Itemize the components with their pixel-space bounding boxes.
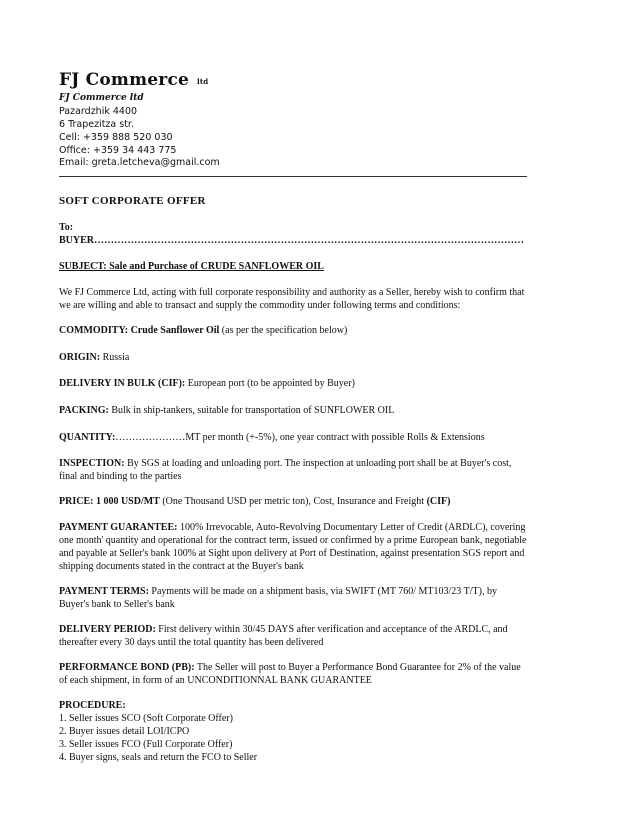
delivery-period-row: DELIVERY PERIOD: First delivery within 30/45 DAYS after verification and acceptance of the ARDLC, and — [59, 624, 508, 635]
commodity-row: COMMODITY: Crude Sanflower Oil (as per the specification below) — [59, 325, 348, 336]
subject-line: SUBJECT: Sale and Purchase of CRUDE SANFLOWER OIL — [59, 261, 324, 272]
payment-guarantee-cont: shipping documents stated in the contract at the Buyer's bank — [59, 561, 304, 572]
performance-bond-row: PERFORMANCE BOND (PB): The Seller will post to Buyer a Performance Bond Guarantee for 2% of the value — [59, 662, 521, 673]
buyer-line: BUYER………………………………………………………………………………………………………………… — [59, 235, 525, 246]
to-label: To: — [59, 222, 74, 233]
intro-line: We FJ Commerce Ltd, acting with full corporate responsibility and authority as a Seller, hereby wish to confirm that — [59, 287, 525, 298]
payment-guarantee-cont: and payable at Seller's bank 100% at Sight upon delivery at Port of Destination, against presentation SGS report and — [59, 548, 525, 559]
document-title: SOFT CORPORATE OFFER — [59, 195, 206, 207]
header-divider — [59, 176, 527, 177]
delivery-row: DELIVERY IN BULK (CIF): European port (to be appointed by Buyer) — [59, 378, 355, 389]
company-name: FJ Commerce ltd — [59, 70, 209, 90]
performance-bond-cont: of each shipment, in form of an UNCONDITIONNAL BANK GUARANTEE — [59, 675, 372, 686]
payment-guarantee-cont: one month' quantity and operational for the contract term, issued or confirmed by a prime European bank, negotiable — [59, 535, 527, 546]
price-row: PRICE: 1 000 USD/MT (One Thousand USD per metric ton), Cost, Insurance and Freight (CIF) — [59, 496, 451, 507]
procedure-step: 3. Seller issues FCO (Full Corporate Offer) — [59, 739, 233, 750]
packing-row: PACKING: Bulk in ship-tankers, suitable for transportation of SUNFLOWER OIL — [59, 405, 395, 416]
address-line: Office: +359 34 443 775 — [59, 145, 177, 156]
quantity-row: QUANTITY:…………………MT per month (+-5%), one year contract with possible Rolls & Extensions — [59, 432, 485, 443]
address-line: Pazardzhik 4400 — [59, 106, 138, 117]
payment-terms-cont: Buyer's bank to Seller's bank — [59, 599, 175, 610]
address-line: Cell: +359 888 520 030 — [59, 132, 173, 143]
procedure-step: 2. Buyer issues detail LOI/ICPO — [59, 726, 190, 737]
email-line: Email: greta.letcheva@gmail.com — [59, 157, 220, 168]
payment-terms-row: PAYMENT TERMS: Payments will be made on a shipment basis, via SWIFT (MT 760/ MT103/23 T/T), by — [59, 586, 497, 597]
procedure-step: 1. Seller issues SCO (Soft Corporate Offer) — [59, 713, 233, 724]
procedure-step: 4. Buyer signs, seals and return the FCO to Seller — [59, 752, 258, 763]
procedure-heading: PROCEDURE: — [59, 700, 126, 711]
delivery-period-cont: thereafter every 30 days until the total quantity has been delivered — [59, 637, 324, 648]
inspection-row-cont: final and binding to the parties — [59, 471, 182, 482]
origin-row: ORIGIN: Russia — [59, 352, 130, 363]
address-line: 6 Trapezitza str. — [59, 119, 134, 130]
inspection-row: INSPECTION: By SGS at loading and unloading port. The inspection at unloading port shall be at Buyer's cost, — [59, 458, 512, 469]
company-ltd: ltd — [197, 77, 209, 86]
intro-line: we are willing and able to transact and supply the commodity under following terms and conditions: — [59, 300, 461, 311]
payment-guarantee-row: PAYMENT GUARANTEE: 100% Irrevocable, Auto-Revolving Documentary Letter of Credit (ARDLC), covering — [59, 522, 526, 533]
company-script-name: FJ Commerce ltd — [59, 93, 144, 103]
